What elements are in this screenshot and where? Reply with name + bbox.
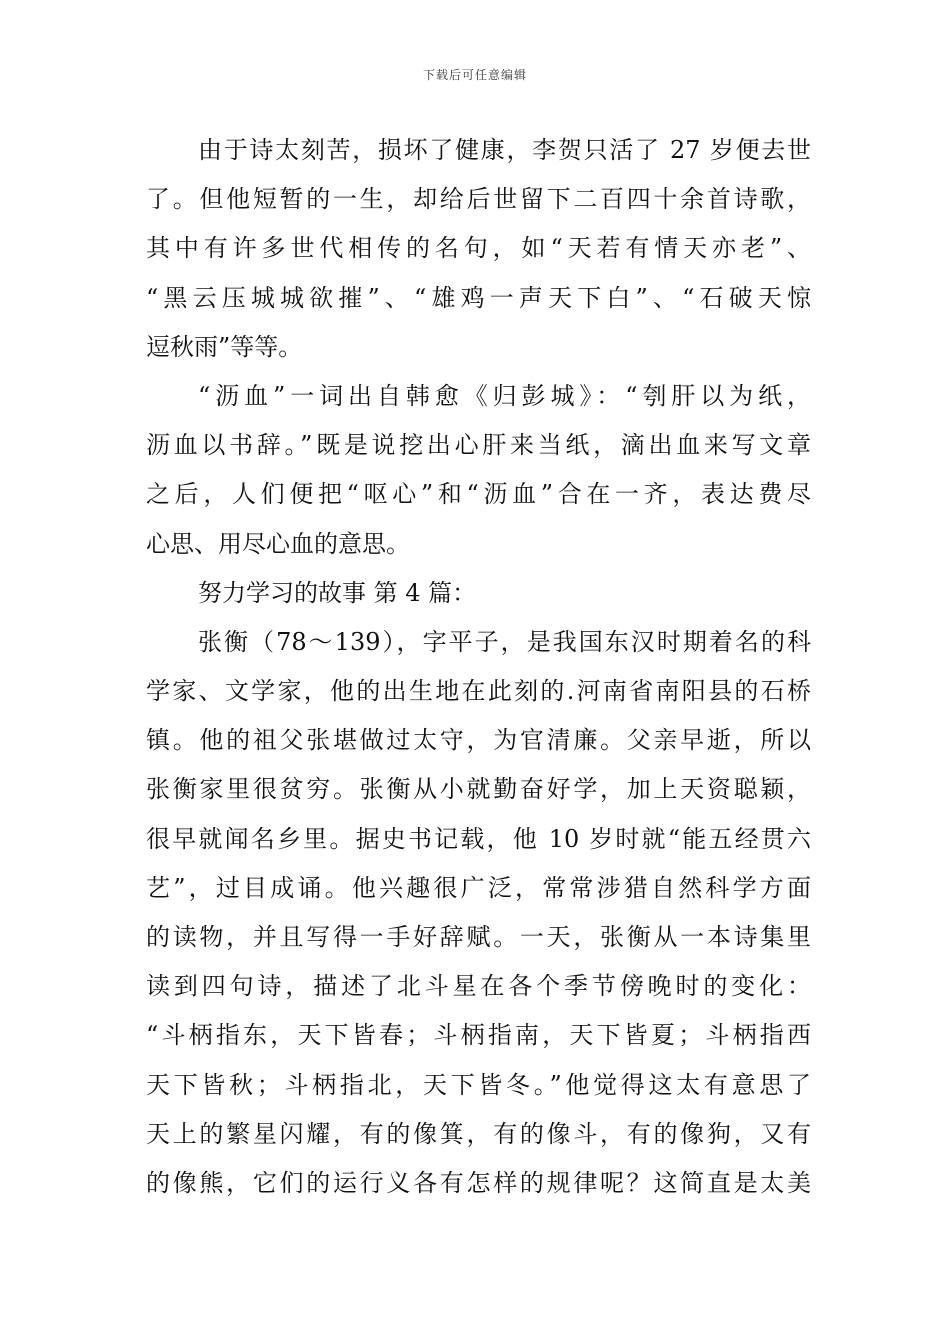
text-line: 沥血以书辞。”既是说挖出心肝来当纸，滴出血来写文章 (146, 431, 811, 460)
text-line: 很早就闻名乡里。据史书记载，他 10 岁时就“能五经贯六 (146, 824, 811, 853)
paragraph-4 (146, 618, 811, 1208)
text-line: 其中有许多世代相传的名句，如“天若有情天亦老”、 (146, 234, 811, 263)
section-heading (146, 569, 811, 618)
text-line: 由于诗太刻苦，损坏了健康，李贺只活了 27 岁便去世 (198, 136, 811, 164)
text-line: 艺”，过目成诵。他兴趣很广泛，常常涉猎自然科学方面 (146, 873, 811, 902)
text-line: 读到四句诗，描述了北斗星在各个季节傍晚时的变化： (146, 972, 811, 1001)
text-line: 镇。他的祖父张堪做过太守，为官清廉。父亲早逝，所以 (146, 726, 811, 755)
text-line: “斗柄指东，天下皆春；斗柄指南，天下皆夏；斗柄指西 (146, 1021, 811, 1050)
text-line: 天上的繁星闪耀，有的像箕，有的像斗，有的像狗，又有 (146, 1119, 811, 1148)
text-line: 心思、用尽心血的意思。 (146, 529, 410, 558)
page-header: 下载后可任意编辑 (422, 68, 527, 82)
text-line: 学家、文学家，他的出生地在此刻的.河南省南阳县的石桥 (146, 677, 811, 706)
text-line: “沥血”一词出自韩愈《归彭城》：“刳肝以为纸， (198, 381, 811, 410)
text-line: 张衡家里很贫穷。张衡从小就勤奋好学，加上天资聪颖， (146, 775, 811, 804)
paragraph-2 (146, 372, 811, 569)
text-line: “黑云压城城欲摧”、“雄鸡一声天下白”、“石破天惊 (146, 283, 811, 312)
text-line: 了。但他短暂的一生，却给后世留下二百四十余首诗歌， (146, 185, 811, 214)
text-line: 张衡（78～139），字平子，是我国东汉时期着名的科 (198, 627, 811, 656)
text-line: 的读物，并且写得一手好辞赋。一天，张衡从一本诗集里 (146, 923, 811, 951)
text-line: 之后，人们便把“呕心”和“沥血”合在一齐，表达费尽 (146, 480, 811, 509)
text-line: 努力学习的故事 第 4 篇： (198, 578, 477, 607)
paragraph-1 (146, 126, 811, 372)
document-body (146, 126, 811, 1208)
text-line: 天下皆秋；斗柄指北，天下皆冬。”他觉得这太有意思了 (146, 1070, 811, 1099)
text-line: 的像熊，它们的运行义各有怎样的规律呢？这简直是太美 (146, 1168, 811, 1197)
text-line: 逗秋雨”等等。 (146, 332, 303, 361)
